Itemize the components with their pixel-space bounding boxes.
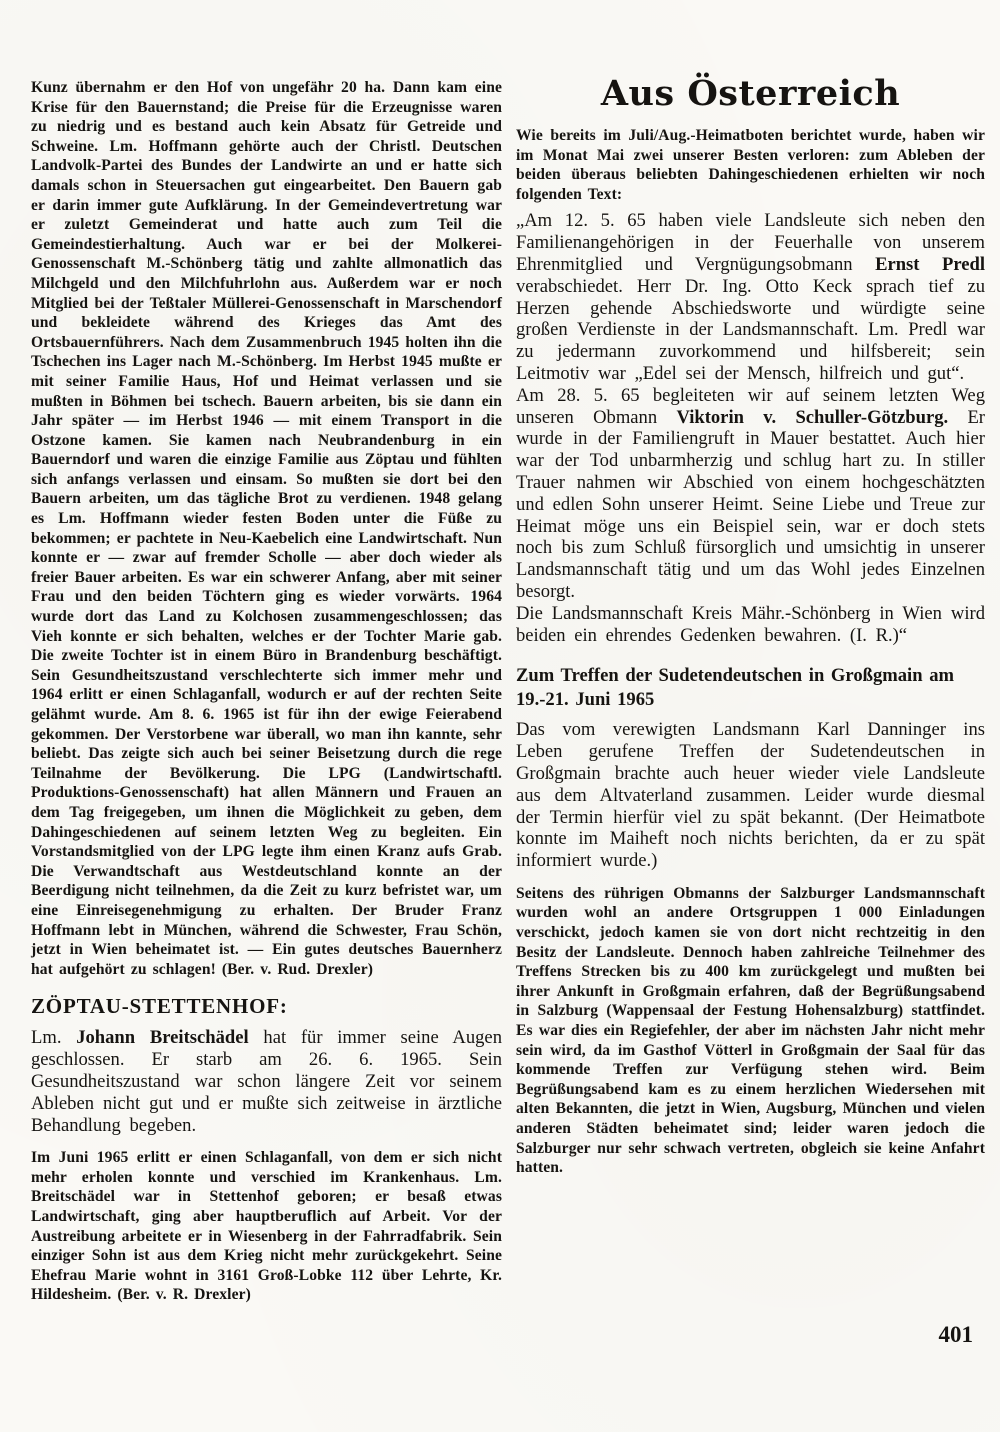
predl-obituary-paragraph xyxy=(516,210,985,384)
section-heading-zoeptau-stettenhof: ZÖPTAU-STETTENHOF: xyxy=(31,994,288,1019)
treffen-detail-text: Seitens des rührigen Obmanns der Salzburger Landsmannschaft wurden wohl an andere Ortsgruppen 1 000 Einladungen verschickt, jedoch kamen sie von dort nicht rechtzeitig in den Besitz der Landsleute. Dennoch haben zahlreiche Teilnehmer des Treffens Strecken bis zu 400 km zurückgelegt und mußten bei ihrer Ankunft in Großgmain erfahren, daß der Begrüßungsabend in Salzburg (Wappensaal der Festung Hohensalzburg) stattfindet. Es war dies ein Regiefehler, der aber im nächsten Jahr nicht mehr sein wird, da im Gasthof Vötterl in Großgmain der Saal für das kommende Treffen zur Verfügung stehen wird. Beim Begrüßungsabend kam es zu einem herzlichen Wiedersehen mit alten Bekannten, die jetzt in Wien, Augsburg, München und vielen anderen Städten beheimatet sind; leider waren jedoch die Salzburger nur sehr schwach vertreten, obgleich sie keine Anfahrt hatten. xyxy=(516,884,985,1177)
right-column xyxy=(516,74,985,1178)
person-name-schuller-goetzburg: Viktorin v. Schuller-Götzburg. xyxy=(676,406,949,428)
left-column xyxy=(31,78,502,1305)
predl-paragraph-post: verabschiedet. Herr Dr. Ing. Otto Keck sprach tief zu Herzen gehende Abschiedsworte und würdigte seine großen Verdienste in der Landsmannschaft. Lm. Predl war zu jedermann zuvorkommend und hilfsbereit; sein Leitmotiv war „Edel sei der Mensch, hilfreich und gut“. xyxy=(516,275,985,384)
schuller-paragraph-post: Er wurde in der Familiengruft in Mauer bestattet. Auch hier war der Tod unbarmherzig und schlug hart zu. In stiller Trauer nahmen wir Abschied von einem hochgeschätzten und edlen Sohn unserer Heimt. Seine Liebe und Treue zur Heimat möge uns ein Beispiel sein, war er doch stets noch bis zum Schluß fürsorglich und umsichtig in unserer Landsmannschaft tätig und um das Wohl jedes Einzelnen besorgt. xyxy=(516,406,985,602)
breitschaedel-lead-paragraph xyxy=(31,1027,502,1136)
treffen-lead-paragraph: Das vom verewigten Landsmann Karl Danninger ins Leben gerufene Treffen der Sudetendeutschen in Großgmain brachte auch heuer wieder viele Landsleute aus dem Altvaterland zusammen. Leider wurde diesmal der Termin hierfür viel zu spät bekannt. (Der Heimatbote konnte im Maiheft noch nichts berichten, da er zu spät informiert wurde.) xyxy=(516,719,985,872)
page-title-aus-oesterreich: Aus Österreich xyxy=(600,73,901,114)
schuller-obituary-paragraph xyxy=(516,385,985,603)
person-name-breitschaedel: Johann Breitschädel xyxy=(76,1027,249,1049)
breitschaedel-detail-text: Im Juni 1965 erlitt er einen Schlaganfall, von dem er sich nicht mehr erholen konnte und verschied im Krankenhaus. Lm. Breitschädel war in Stettenhof geboren; er besaß etwas Landwirtschaft, ging aber hauptberuflich auf Arbeit. Vor der Austreibung arbeitete er in Wiesenberg in der Fahrradfabrik. Sein einziger Sohn ist aus dem Krieg nicht mehr zurückgekehrt. Seine Ehefrau Marie wohnt in 3161 Groß-Lobke 112 über Lehrte, Kr. Hildesheim. (Ber. v. R. Drexler) xyxy=(31,1149,502,1304)
predl-paragraph-pre: „Am 12. 5. 65 haben viele Landsleute sich neben den Familienangehörigen in der Feuerhalle von unserem Ehrenmitglied und Vergnügungsobmann xyxy=(516,210,985,275)
schuller-paragraph-pre: Am 28. 5. 65 begleiteten wir auf seinem letzten Weg unseren Obmann xyxy=(516,384,985,428)
person-name-predl: Ernst Predl xyxy=(875,253,986,275)
page-number: 401 xyxy=(938,1322,973,1347)
gedenken-paragraph: Die Landsmannschaft Kreis Mähr.-Schönberg in Wien wird beiden ein ehrendes Gedenken bewahren. (I. R.)“ xyxy=(516,602,985,646)
hoffmann-obituary-text: Kunz übernahm er den Hof von ungefähr 20 ha. Dann kam eine Krise für den Bauernstand; die Preise für die Erzeugnisse waren zu niedrig und es bestand auch kein Absatz für Getreide und Schweine. Lm. Hoffmann gehörte auch der Christl. Deutschen Landvolk-Partei des Bundes der Landwirte an und er hatte sich damals schon in Steuersachen gut eingearbeitet. Den Bauern gab er darin immer gute Aufklärung. In der Gemeindevertretung war er zuletzt Gemeinderat und hatte auch zum Teil die Gemeindestierhaltung. Auch war er bei der Molkerei-Genossenschaft M.-Schönberg tätig und zahlte allmonatlich das Milchgeld und den Milchfuhrlohn aus. Außerdem war er noch Mitglied bei der Teßtaler Müllerei-Genossenschaft in Marschendorf und bekleidete während des Krieges das Amt des Ortsbauernführers. Nach dem Zusammenbruch 1945 holten ihn die Tschechen ins Lager nach M.-Schönberg. Im Herbst 1945 mußte er mit seiner Familie Haus, Hof und Heimat verlassen und sie mußten in Böhmen bei tschech. Bauern arbeiten, bis sie dann ein Jahr später — im Herbst 1946 — mit einem Transport in die Ostzone kamen. Sie kamen nach Neubrandenburg in ein Bauerndorf und waren die einzige Familie aus Zöptau und fühlten sich anfangs verlassen und einsam. So mußten sie dort bei den Bauern arbeiten, um das tägliche Brot zu verdienen. 1948 gelang es Lm. Hoffmann wieder festen Boden unter die Füße zu bekommen; er pachtete in Neu-Kaebelich eine Landwirtschaft. Nun konnte er — zwar auf fremder Scholle — aber doch wieder als freier Bauer arbeiten. Es war ein schwerer Anfang, aber mit seiner Frau und den beiden Töchtern ging es wieder vorwärts. 1964 wurde dort das Land zu Kolchosen zusammengeschlossen; das Vieh konnte er sich behalten, welches er der Tochter Marie gab. Die zweite Tochter ist in einem Büro in Brandenburg beschäftigt. Sein Gesundheitszustand verschlechterte sich immer mehr und 1964 erlitt er einen Schlaganfall, wodurch er auf der rechten Seite gelähmt wurde. Am 8. 6. 1965 ist für ihn der ewige Feierabend gekommen. Der Verstorbene war überall, wo man ihn kannte, sehr beliebt. Das zeigte sich auch bei seiner Beisetzung durch die rege Teilnahme der Bevölkerung. Die LPG (Landwirtschaftl. Produktions-Genossenschaft) hat allen Männern und Frauen an dem Tag freigegeben, um ihnen die Möglichkeit zu geben, dem Dahingeschiedenen auf seinem letzten Weg zu begleiten. Ein Vorstandsmitglied von der LPG legte ihm einen Kranz aufs Grab. Die Verwandtschaft aus Westdeutschland konnte an der Beerdigung nicht teilnehmen, da die Zeit zu kurz befristet war, um eine Einreisegenehmigung zu erhalten. Der Bruder Franz Hoffmann lebt in München, während die Schwester, Frau Schön, jetzt in Wien beheimatet ist. — Ein gutes deutsches Bauernherz hat aufgehört zu schlagen! (Ber. v. Rud. Drexler) xyxy=(31,79,502,978)
breitschaedel-lead-pre: Lm. xyxy=(31,1027,77,1049)
sub-heading-treffen-grossgmain: Zum Treffen der Sudetendeutschen in Großgmain am 19.-21. Juni 1965 xyxy=(516,665,954,711)
breitschaedel-lead-post: hat für immer seine Augen geschlossen. Er starb am 26. 6. 1965. Sein Gesundheitszustand war schon längere Zeit vor seinem Ableben nicht gut und er mußte sich zeitweise in ärztliche Behandlung begeben. xyxy=(31,1027,502,1136)
austria-intro-text: Wie bereits im Juli/Aug.-Heimatboten berichtet wurde, haben wir im Monat Mai zwei unserer Besten verloren: zum Ableben der beiden überaus beliebten Dahingeschiedenen erhielten wir noch folgenden Text: xyxy=(516,127,985,203)
